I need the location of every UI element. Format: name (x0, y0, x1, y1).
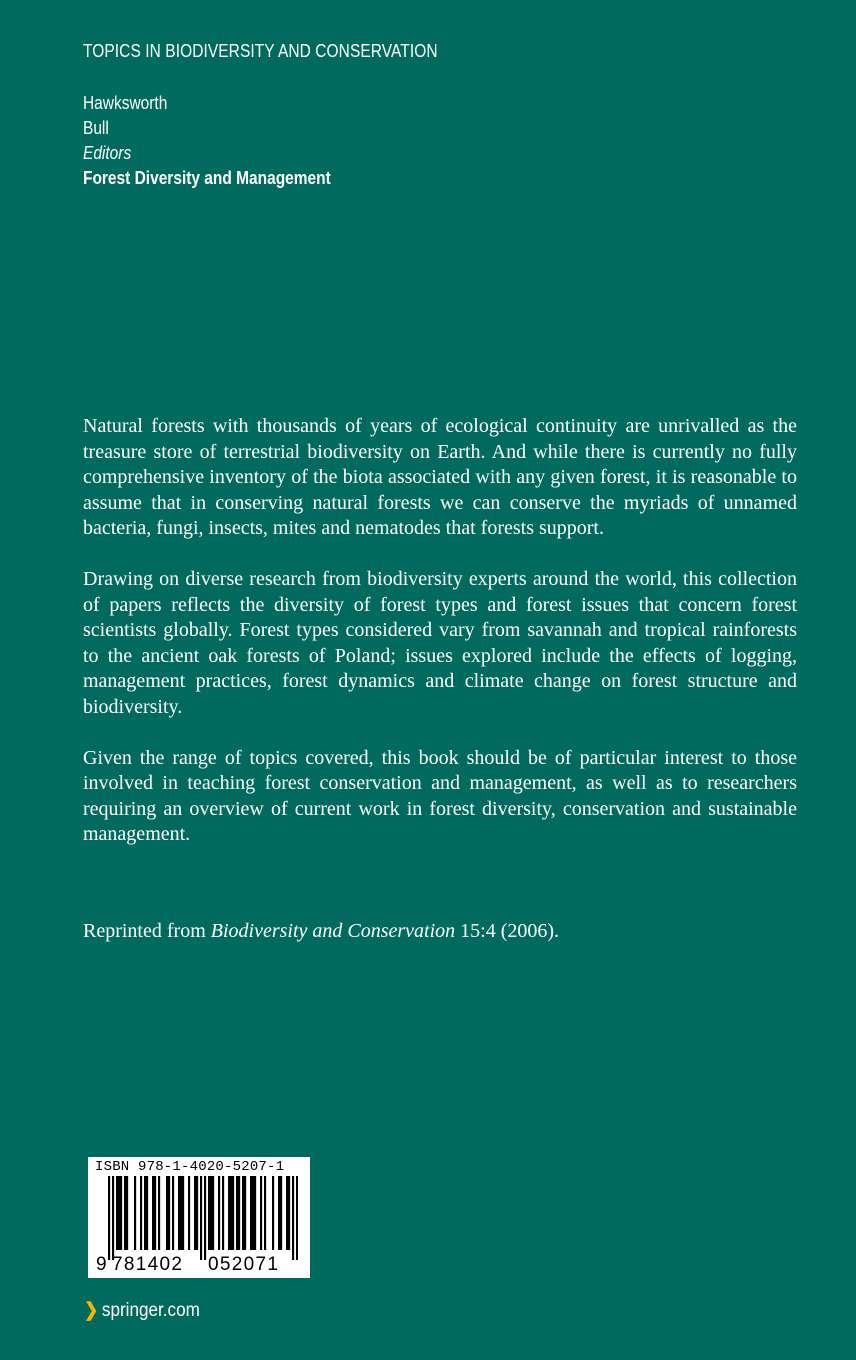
barcode-bar (196, 1176, 198, 1250)
barcode-bar (296, 1176, 298, 1260)
barcode-bar (272, 1176, 274, 1250)
barcode-bar (182, 1176, 184, 1250)
barcode-bar (228, 1176, 230, 1250)
book-title: Forest Diversity and Management (83, 168, 331, 188)
barcode-bar (204, 1176, 206, 1260)
chevron-right-icon: ❯ (84, 1300, 99, 1321)
barcode-digits-right: 052071 (208, 1254, 280, 1275)
barcode-bar (280, 1176, 282, 1250)
barcode-bar (166, 1176, 168, 1250)
editors-block (83, 91, 331, 191)
description-paragraph: Given the range of topics covered, this book should be of particular interest to those involved in teaching forest conservation and management, as well as to researchers requiring an overview of current work in forest diversity, conservation and sustainable management. (83, 746, 797, 846)
book-description (83, 414, 797, 873)
barcode-bar (140, 1176, 142, 1250)
barcode-bar (158, 1176, 160, 1250)
barcode-bar (230, 1176, 232, 1250)
barcode-bar (144, 1176, 146, 1250)
editor-name: Bull (83, 118, 109, 138)
barcode-bar (120, 1176, 122, 1250)
barcode-bar (250, 1176, 252, 1250)
isbn-barcode (88, 1157, 310, 1278)
barcode-bar (116, 1176, 118, 1250)
barcode-bars (108, 1176, 298, 1260)
barcode-bar (232, 1176, 234, 1250)
barcode-bar (288, 1176, 290, 1250)
reprint-note (83, 919, 559, 944)
barcode-bar (146, 1176, 148, 1250)
barcode-bar (200, 1176, 202, 1260)
barcode-bar (212, 1176, 214, 1250)
barcode-bar (236, 1176, 238, 1250)
reprint-suffix: 15:4 (2006). (455, 920, 560, 942)
barcode-bar (194, 1176, 196, 1250)
barcode-bar (172, 1176, 174, 1250)
publisher-link[interactable] (84, 1299, 200, 1322)
barcode-bar (154, 1176, 156, 1250)
barcode-bar (244, 1176, 246, 1250)
barcode-bar (168, 1176, 170, 1250)
barcode-bar (260, 1176, 262, 1250)
barcode-digit-lead: 9 (96, 1254, 107, 1275)
barcode-bar (118, 1176, 120, 1250)
reprint-journal: Biodiversity and Conservation (210, 920, 456, 942)
barcode-bar (264, 1176, 266, 1250)
editors-label: Editors (83, 143, 132, 163)
barcode-bar (238, 1176, 240, 1250)
editor-name: Hawksworth (83, 93, 168, 113)
reprint-prefix: Reprinted from (83, 920, 211, 942)
series-title: TOPICS IN BIODIVERSITY AND CONSERVATION (83, 41, 438, 61)
barcode-bar (152, 1176, 154, 1250)
barcode-bar (254, 1176, 256, 1250)
barcode-bar (124, 1176, 126, 1250)
barcode-bar (292, 1176, 294, 1260)
barcode-bar (108, 1176, 110, 1260)
description-paragraph: Drawing on diverse research from biodiversity experts around the world, this collection of papers reflects the diversity of forest types and forest issues that concern forest scientists globally. Forest types considered vary from savannah and tropical rainforests to the ancient oak forests of Poland; issues explored include the effects of logging, management practices, forest dynamics and climate change on forest structure and biodiversity. (83, 567, 797, 718)
barcode-bar (134, 1176, 136, 1250)
barcode-bar (252, 1176, 254, 1250)
publisher-url: springer.com (101, 1300, 200, 1321)
barcode-bar (278, 1176, 280, 1250)
isbn-label: ISBN 978-1-4020-5207-1 (95, 1159, 285, 1175)
barcode-bar (126, 1176, 128, 1250)
barcode-bar (242, 1176, 244, 1250)
barcode-bar (222, 1176, 224, 1250)
barcode-digits-left: 781402 (112, 1254, 184, 1275)
barcode-bar (286, 1176, 288, 1250)
barcode-bar (218, 1176, 220, 1250)
barcode-bar (188, 1176, 190, 1250)
barcode-bar (178, 1176, 180, 1250)
description-paragraph: Natural forests with thousands of years of ecological continuity are unrivalled as the treasure store of terrestrial biodiversity on Earth. And while there is currently no fully comprehensive inventory of the biota associated with any given forest, it is reasonable to assume that in conserving natural forests we can conserve the myriads of unnamed bacteria, fungi, insects, mites and nematodes that forests support. (83, 415, 797, 540)
barcode-bar (208, 1176, 210, 1250)
barcode-bar (112, 1176, 114, 1260)
barcode-bar (180, 1176, 182, 1250)
barcode-bar (210, 1176, 212, 1250)
